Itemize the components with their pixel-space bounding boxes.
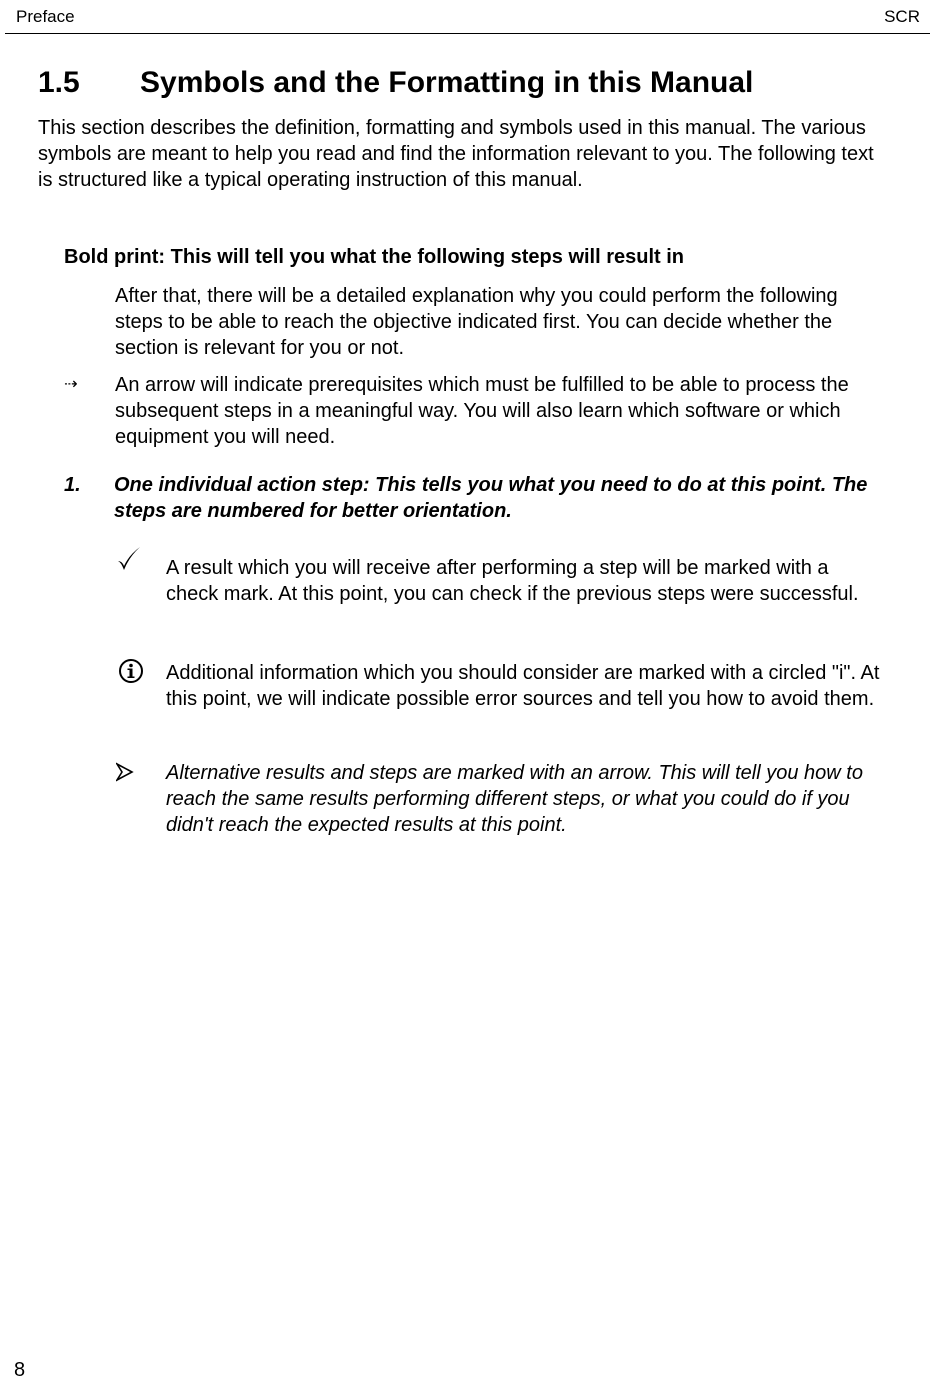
page-header bbox=[5, 0, 930, 34]
section-heading bbox=[38, 66, 753, 100]
result-text: A result which you will receive after performing a step will be marked with a check mark. At this point, you can check if the previous steps were successful. bbox=[166, 557, 859, 605]
section-title: Symbols and the Formatting in this Manual bbox=[140, 66, 754, 99]
objective-bold-title: Bold print: This will tell you what the following steps will result in bbox=[64, 246, 685, 268]
prerequisite-arrow-icon: ⇢ bbox=[64, 376, 78, 393]
step-number: 1. bbox=[64, 474, 81, 496]
objective-explanation: After that, there will be a detailed explanation why you could perform the following steps to be able to reach the objective indicated first. You can decide whether the section is relevant for you or not. bbox=[115, 285, 838, 359]
page-number: 8 bbox=[14, 1359, 26, 1381]
prerequisite-text: An arrow will indicate prerequisites which must be fulfilled to be able to process the subsequent steps in a meaningful way. You will also learn which software or which equipment you will need. bbox=[115, 374, 849, 448]
header-section-name: Preface bbox=[16, 7, 75, 26]
arrowhead-icon bbox=[116, 762, 134, 782]
section-number: 1.5 bbox=[38, 66, 80, 99]
step-text: One individual action step: This tells you what you need to do at this point. The steps are numbered for better orientation. bbox=[114, 474, 868, 522]
circled-i-icon bbox=[118, 658, 144, 684]
alternative-text: Alternative results and steps are marked with an arrow. This will tell you how to reach the same results performing different steps, or what you could do if you didn't reach the expected results at this point. bbox=[166, 762, 863, 836]
check-mark-icon bbox=[115, 545, 143, 573]
header-product-name: SCR bbox=[884, 7, 920, 26]
intro-paragraph: This section describes the definition, formatting and symbols used in this manual. The various symbols are meant to help you read and find the information relevant to you. The following text is structured like a typical operating instruction of this manual. bbox=[38, 117, 874, 191]
info-text: Additional information which you should consider are marked with a circled "i". At this point, we will indicate possible error sources and tell you how to avoid them. bbox=[166, 662, 880, 710]
